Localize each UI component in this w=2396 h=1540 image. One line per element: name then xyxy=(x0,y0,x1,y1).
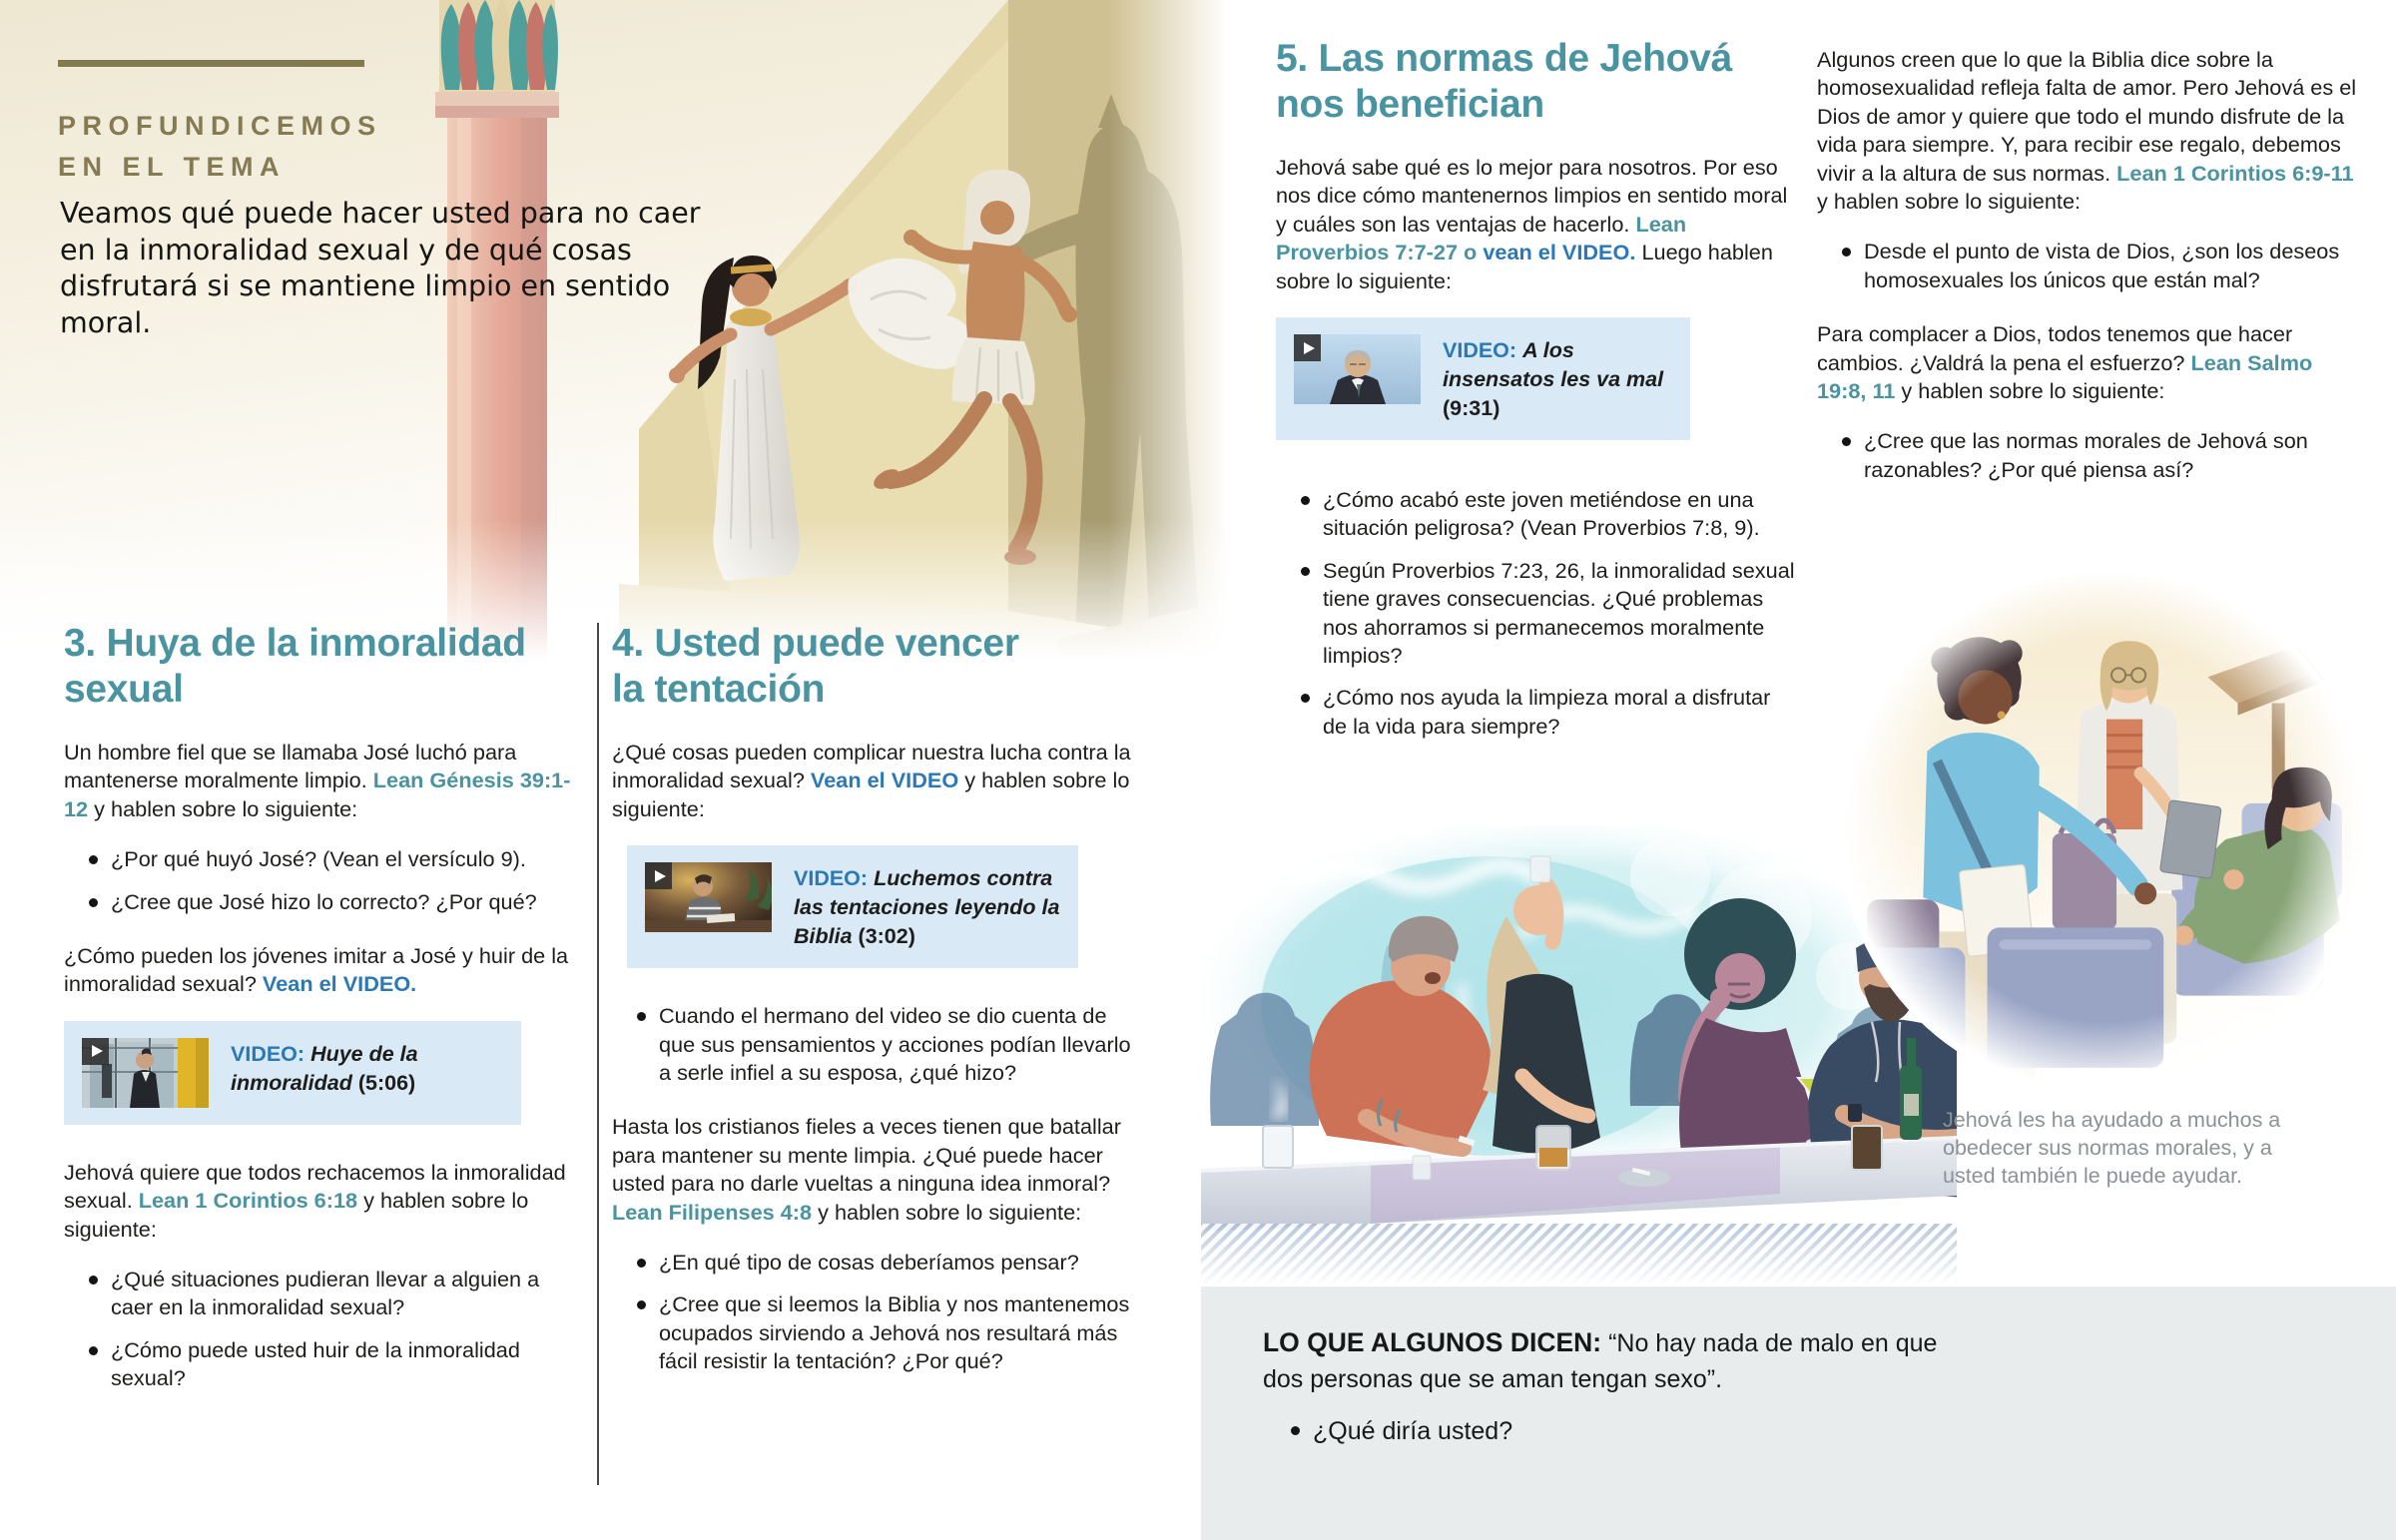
bullet-item: ¿Cómo acabó este joven metiéndose en una situación peligrosa? (Vean Proverbios 7:8, 9). xyxy=(1276,486,1799,543)
question-list xyxy=(64,845,587,916)
video-link[interactable]: vean el VIDEO. xyxy=(1483,240,1636,265)
video-box-insensatos xyxy=(1276,317,1690,440)
right-column xyxy=(1817,46,2364,510)
kicker-rule xyxy=(58,60,364,67)
scripture-link[interactable]: Lean Génesis 39:1-12 xyxy=(64,768,571,821)
video-label xyxy=(231,1038,472,1108)
question-list xyxy=(612,1249,1143,1376)
question-list xyxy=(1817,238,2364,294)
bullet-item: ¿Qué diría usted? xyxy=(1263,1413,2396,1449)
paragraph-text: y hablen sobre lo siguiente: xyxy=(64,1188,529,1242)
intro-text: Veamos qué puede hacer usted para no caer en la inmoralidad sexual y de qué cosas disfrutará si se mantiene limpio en sentido moral. xyxy=(60,197,701,339)
paragraph xyxy=(612,739,1143,823)
page-kicker: PROFUNDICEMOS EN EL TEMA xyxy=(58,111,382,183)
section-4-title: 4. Usted puede vencer la tentación xyxy=(612,622,1019,711)
illustration-caption: Jehová les ha ayudado a muchos a obedecer sus normas morales, y a usted también le puede ayudar. xyxy=(1943,1108,2281,1188)
scripture-link[interactable]: Lean Filipenses 4:8 xyxy=(612,1199,813,1225)
paragraph-text: Un hombre fiel que se llamaba José luchó para mantenerse moralmente limpio. xyxy=(64,740,517,793)
video-link[interactable]: Vean el VIDEO. xyxy=(262,971,417,997)
question-list xyxy=(1817,427,2364,484)
bullet-item: ¿Cómo nos ayuda la limpieza moral a disfrutar de la vida para siempre? xyxy=(1276,684,1799,741)
bullet-item: Cuando el hermano del video se dio cuenta de que sus pensamientos y acciones podían llevarlo a serle infiel a su esposa, ¿qué hizo? xyxy=(612,1002,1143,1087)
video-title[interactable]: A los insensatos les va mal xyxy=(1443,338,1664,392)
paragraph xyxy=(1276,154,1799,295)
paragraph-text: y hablen sobre lo siguiente: xyxy=(812,1199,1082,1225)
section-3 xyxy=(64,621,587,1419)
video-duration: (5:06) xyxy=(357,1070,416,1095)
link-conjunction: o xyxy=(1458,240,1484,265)
bullet-item: ¿Qué situaciones pudieran llevar a alguien a caer en la inmoralidad sexual? xyxy=(64,1266,587,1322)
bar-scene-illustration xyxy=(1201,826,1957,1285)
video-thumbnail[interactable] xyxy=(1294,334,1421,404)
video-duration: (9:31) xyxy=(1443,396,1500,421)
column-divider xyxy=(597,623,599,1485)
paragraph-text: y hablen sobre lo siguiente: xyxy=(1817,189,2082,215)
paragraph-text: ¿Qué cosas pueden complicar nuestra lucha contra la inmoralidad sexual? xyxy=(612,740,1131,793)
video-title[interactable]: Luchemos contra las tentaciones leyendo la Biblia xyxy=(794,866,1060,949)
video-label xyxy=(794,862,1060,951)
question-list xyxy=(64,1266,587,1393)
scripture-link[interactable]: Lean Salmo 19:8, 11 xyxy=(1817,349,2313,404)
paragraph xyxy=(612,1113,1143,1227)
section-5 xyxy=(1276,36,1799,767)
video-thumbnail[interactable] xyxy=(645,862,772,932)
bullet-item: ¿Cree que las normas morales de Jehová son razonables? ¿Por qué piensa así? xyxy=(1817,427,2364,484)
question-list xyxy=(1263,1413,2396,1449)
what-some-say-quote: “No hay nada de malo en que dos personas que se aman tengan sexo”. xyxy=(1263,1329,1938,1393)
video-thumbnail[interactable] xyxy=(82,1038,209,1108)
video-label-prefix: VIDEO: xyxy=(794,866,869,891)
bullet-item: ¿Por qué huyó José? (Vean el versículo 9). xyxy=(64,845,587,873)
section-3-title: 3. Huya de la inmoralidad sexual xyxy=(64,622,526,711)
paragraph-text: Hasta los cristianos fieles a veces tienen que batallar para mantener su mente limpia. ¿Qué puede hacer usted para no darle vueltas a ninguna idea inmoral? xyxy=(612,1114,1121,1197)
video-label xyxy=(1443,334,1672,423)
video-box-huye xyxy=(64,1021,521,1125)
paragraph xyxy=(1817,320,2364,405)
paragraph xyxy=(1817,46,2364,216)
what-some-say-box xyxy=(1201,1286,2396,1540)
paragraph-text: Jehová sabe qué es lo mejor para nosotros. Por eso nos dice cómo mantenernos limpios en sentido moral y cuáles son las ventajas de hacerlo. xyxy=(1276,155,1788,237)
bullet-item: ¿Cree que si leemos la Biblia y nos mantenemos ocupados sirviendo a Jehová nos resultará más fácil resistir la tentación? ¿Por qué? xyxy=(612,1290,1143,1375)
video-label-prefix: VIDEO: xyxy=(231,1041,305,1066)
bullet-item: ¿Cómo puede usted huir de la inmoralidad sexual? xyxy=(64,1336,587,1393)
paragraph-text: y hablen sobre lo siguiente: xyxy=(1895,378,2165,404)
video-label-prefix: VIDEO: xyxy=(1443,338,1517,363)
paragraph xyxy=(64,942,587,999)
bullet-item: ¿En qué tipo de cosas deberíamos pensar? xyxy=(612,1249,1143,1277)
paragraph-text: Luego hablen sobre lo siguiente: xyxy=(1276,240,1773,293)
paragraph-text: y hablen sobre lo siguiente: xyxy=(612,768,1130,821)
paragraph-text: Jehová quiere que todos rechacemos la inmoralidad sexual. xyxy=(64,1159,566,1214)
video-duration: (3:02) xyxy=(858,924,915,949)
paragraph-text: Algunos creen que lo que la Biblia dice sobre la homosexualidad refleja falta de amor. Pero Jehová es el Dios de amor y quiere que todo el mundo disfrute de la vida para siempre. Y, para recibir ese regalo, debemos vivir a la altura de sus normas. xyxy=(1817,47,2357,186)
question-list xyxy=(1276,486,1799,741)
what-some-say-label: LO QUE ALGUNOS DICEN: xyxy=(1263,1327,1602,1357)
section-5-title: 5. Las normas de Jehová nos benefician xyxy=(1276,37,1732,126)
video-box-luchemos xyxy=(627,845,1078,968)
paragraph xyxy=(64,739,587,823)
paragraph-text: y hablen sobre lo siguiente: xyxy=(88,795,358,821)
bullet-item: Desde el punto de vista de Dios, ¿son los deseos homosexuales los únicos que están mal? xyxy=(1817,238,2364,294)
video-title[interactable]: Huye de la inmoralidad xyxy=(231,1041,418,1095)
play-icon[interactable] xyxy=(82,1038,109,1065)
paragraph-text: ¿Cómo pueden los jóvenes imitar a José y huir de la inmoralidad sexual? xyxy=(64,943,569,997)
scripture-link[interactable]: Lean 1 Corintios 6:18 xyxy=(138,1188,358,1214)
bullet-item: Según Proverbios 7:23, 26, la inmoralidad sexual tiene graves consecuencias. ¿Qué problemas nos ahorramos si permanecemos moralmente limpios? xyxy=(1276,557,1799,671)
scripture-link[interactable]: Lean 1 Corintios 6:9-11 xyxy=(2116,160,2354,186)
scripture-link[interactable]: Lean Proverbios 7:7-27 xyxy=(1276,211,1687,265)
what-some-say-line xyxy=(1263,1324,1962,1397)
play-icon[interactable] xyxy=(645,862,672,889)
meeting-conversation-illustration xyxy=(1839,565,2370,1096)
bullet-item: ¿Cree que José hizo lo correcto? ¿Por qué? xyxy=(64,888,587,916)
section-4 xyxy=(612,621,1143,1402)
video-link[interactable]: Vean el VIDEO xyxy=(810,768,959,793)
question-list xyxy=(612,1002,1143,1087)
paragraph xyxy=(64,1159,587,1244)
play-icon[interactable] xyxy=(1294,334,1321,361)
paragraph-text: Para complacer a Dios, todos tenemos que hacer cambios. ¿Valdrá la pena el esfuerzo? xyxy=(1817,321,2293,375)
